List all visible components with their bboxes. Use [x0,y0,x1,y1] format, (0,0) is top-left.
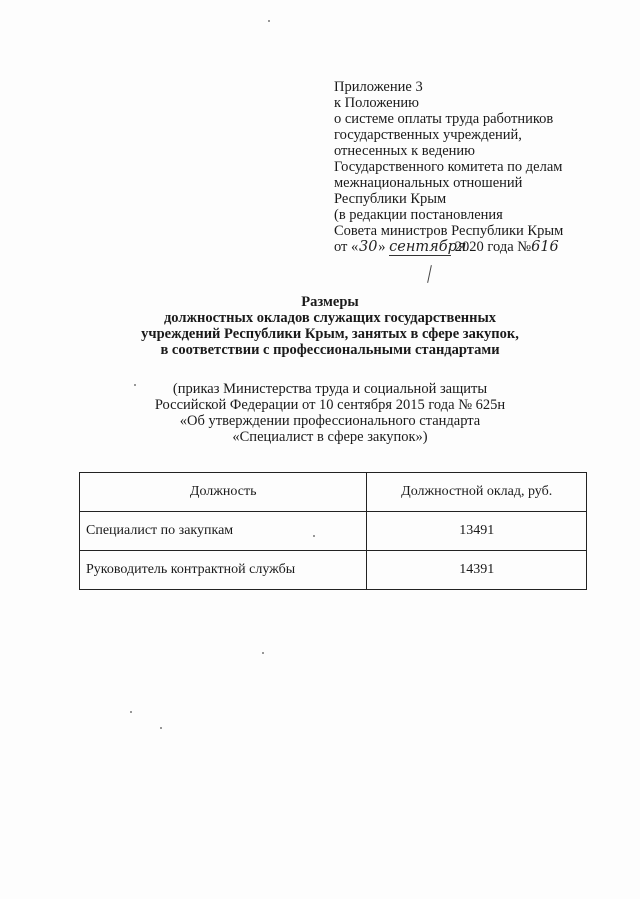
scan-speck [160,727,162,729]
appendix-line: к Положению [334,95,419,111]
cell-salary: 14391 [367,551,587,590]
cell-position: Специалист по закупкам [80,512,367,551]
scan-speck [134,384,136,386]
appendix-line: Государственного комитета по делам [334,159,563,175]
decree-line: (приказ Министерства труда и социальной защиты [172,381,488,397]
appendix-line: (в редакции постановления [334,207,503,223]
salary-table [79,472,587,590]
appendix-block [334,79,634,256]
appendix-line: отнесенных к ведению [334,143,475,159]
appendix-line: Совета министров Республики Крым [334,223,564,239]
appendix-line: государственных учреждений, [334,127,522,143]
appendix-date-line [334,239,634,256]
cell-salary: 13491 [367,512,587,551]
appendix-line: межнациональных отношений [334,175,523,191]
decree-line: Российской Федерации от 10 сентября 2015 года № 625н [154,397,506,413]
appendix-line: о системе оплаты труда работников [334,111,554,127]
title-line: должностных окладов служащих государственных [163,310,497,326]
appendix-line: Приложение 3 [334,79,423,95]
handwritten-doc-number: 616 [531,239,559,255]
decree-line: «Специалист в сфере закупок») [232,429,428,445]
title-line: учреждений Республики Крым, занятых в сфере закупок, [141,326,519,342]
handwritten-day: 30 [359,239,378,255]
table-row [80,512,587,551]
date-close-quote: » [378,239,386,255]
decree-line: «Об утверждении профессионального стандарта [179,413,481,429]
appendix-line: Республики Крым [334,191,447,207]
header-position: Должность [80,473,367,512]
date-year-text: 2020 года № [454,239,532,255]
handwritten-month: сентября [389,239,467,255]
date-prefix: от « [334,239,359,255]
table-header-row [80,473,587,512]
pen-stroke [427,265,432,283]
table-row [80,551,587,590]
header-salary: Должностной оклад, руб. [367,473,587,512]
scan-speck [130,711,132,713]
document-title [80,294,580,358]
decree-reference [80,381,580,445]
scan-speck [313,535,315,537]
scan-speck [268,20,270,22]
scan-speck [262,652,264,654]
title-line: в соответствии с профессиональными стандартами [160,342,500,358]
cell-position: Руководитель контрактной службы [80,551,367,590]
title-heading: Размеры [301,294,359,310]
